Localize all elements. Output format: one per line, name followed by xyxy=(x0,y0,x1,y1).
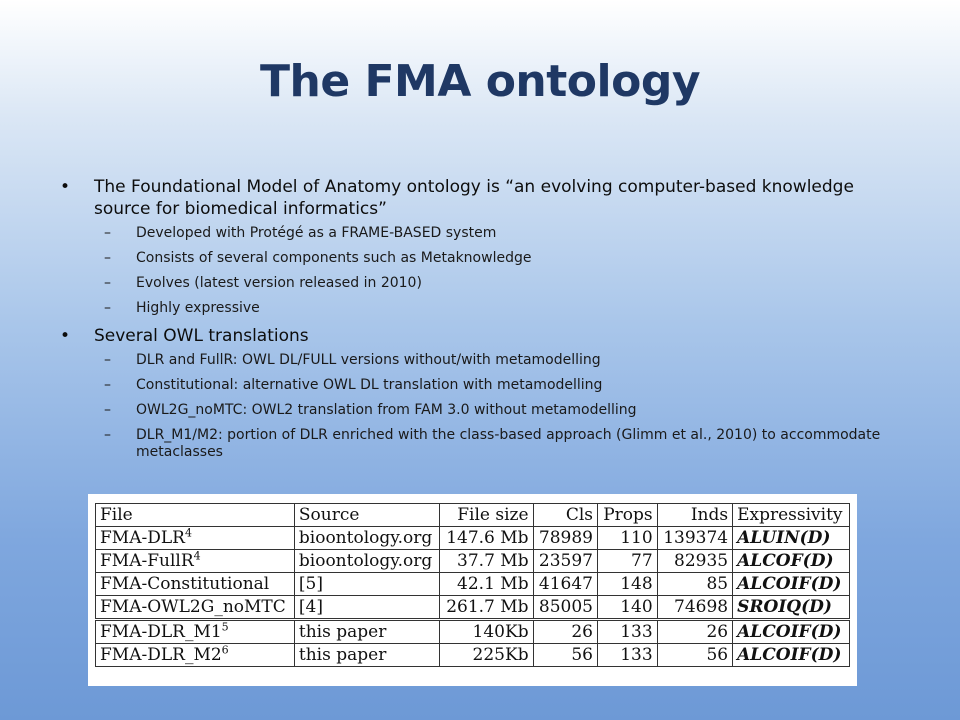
footnote-marker: 6 xyxy=(221,643,229,657)
table-row xyxy=(96,596,850,620)
bullet-owl-translations xyxy=(60,325,900,461)
dash-icon: – xyxy=(104,427,111,443)
table-row xyxy=(96,620,850,644)
cell-props xyxy=(598,527,658,550)
bullet-text: The Foundational Model of Anatomy ontology is “an evolving computer-based knowledge source for biomedical informatics” xyxy=(94,177,854,219)
cell-props xyxy=(598,573,658,596)
sub-bullet-text: Consists of several components such as Metaknowledge xyxy=(136,250,532,266)
sub-bullet-text: Constitutional: alternative OWL DL translation with metamodelling xyxy=(136,377,603,393)
cell-props-text: 133 xyxy=(620,622,653,642)
cell-cls xyxy=(533,644,597,667)
cell-inds xyxy=(657,596,732,620)
cell-file-text: FMA-OWL2G_noMTC xyxy=(100,597,286,617)
cell-props-text: 148 xyxy=(620,574,653,594)
cell-expressivity-text: SROIQ(D) xyxy=(737,597,832,617)
cell-file-size-text: 42.1 Mb xyxy=(457,574,529,594)
cell-source-text: [5] xyxy=(298,574,323,594)
sub-bullet xyxy=(94,300,900,317)
cell-inds-text: 26 xyxy=(706,622,729,642)
cell-inds xyxy=(657,527,732,550)
sub-bullet-text: Evolves (latest version released in 2010) xyxy=(136,275,422,291)
cell-file-size xyxy=(440,596,533,620)
cell-file-text: FMA-FullR xyxy=(100,551,194,571)
cell-file-size-text: 261.7 Mb xyxy=(446,597,529,617)
sub-bullet-text: Developed with Protégé as a FRAME-BASED system xyxy=(136,225,497,241)
cell-file-size-text: 225Kb xyxy=(472,645,529,665)
cell-inds-text: 85 xyxy=(706,574,729,594)
cell-cls xyxy=(533,550,597,573)
cell-expressivity xyxy=(733,573,850,596)
cell-props-text: 77 xyxy=(631,551,653,571)
cell-props xyxy=(598,644,658,667)
cell-expressivity-text: ALCOIF(D) xyxy=(737,645,842,665)
cell-inds xyxy=(657,573,732,596)
cell-file-size xyxy=(440,620,533,644)
cell-cls-text: 23597 xyxy=(538,551,593,571)
sub-bullet xyxy=(94,275,900,292)
header-source: Source xyxy=(294,504,439,527)
cell-props-text: 110 xyxy=(620,528,653,548)
cell-source-text: bioontology.org xyxy=(298,551,433,571)
cell-source xyxy=(294,550,439,573)
table-row xyxy=(96,644,850,667)
cell-expressivity xyxy=(733,596,850,620)
dash-icon: – xyxy=(104,225,111,241)
cell-file-size xyxy=(440,644,533,667)
sub-bullet-list xyxy=(94,225,900,317)
cell-file-text: FMA-DLR xyxy=(100,528,185,548)
cell-inds-text: 82935 xyxy=(674,551,729,571)
cell-source-text: bioontology.org xyxy=(298,528,433,548)
cell-file xyxy=(96,550,295,573)
cell-file xyxy=(96,573,295,596)
cell-inds xyxy=(657,550,732,573)
cell-cls-text: 41647 xyxy=(538,574,593,594)
table-row xyxy=(96,550,850,573)
cell-file xyxy=(96,644,295,667)
cell-cls-text: 85005 xyxy=(538,597,593,617)
dash-icon: – xyxy=(104,402,111,418)
sub-bullet xyxy=(94,250,900,267)
header-expressivity: Expressivity xyxy=(733,504,850,527)
header-props: Props xyxy=(598,504,658,527)
sub-bullet xyxy=(94,225,900,242)
cell-file-size-text: 140Kb xyxy=(472,622,529,642)
cell-cls xyxy=(533,596,597,620)
cell-file-size xyxy=(440,527,533,550)
dash-icon: – xyxy=(104,377,111,393)
sub-bullet-text: DLR and FullR: OWL DL/FULL versions without/with metamodelling xyxy=(136,352,601,368)
sub-bullet-text: Highly expressive xyxy=(136,300,260,316)
cell-cls-text: 26 xyxy=(571,622,593,642)
cell-source xyxy=(294,620,439,644)
sub-bullet-list xyxy=(94,352,900,461)
cell-expressivity xyxy=(733,550,850,573)
header-file-size: File size xyxy=(440,504,533,527)
cell-cls-text: 78989 xyxy=(538,528,593,548)
cell-inds xyxy=(657,620,732,644)
cell-props xyxy=(598,550,658,573)
cell-file-text: FMA-DLR_M2 xyxy=(100,645,222,665)
bullet-icon: • xyxy=(60,326,71,346)
sub-bullet xyxy=(94,427,900,461)
table-row xyxy=(96,573,850,596)
cell-expressivity-text: ALCOF(D) xyxy=(737,551,834,571)
footnote-marker: 4 xyxy=(184,526,192,540)
cell-inds-text: 139374 xyxy=(663,528,729,548)
cell-props xyxy=(598,596,658,620)
cell-expressivity xyxy=(733,527,850,550)
header-cls: Cls xyxy=(533,504,597,527)
cell-props-text: 140 xyxy=(620,597,653,617)
cell-expressivity xyxy=(733,620,850,644)
cell-file-size-text: 37.7 Mb xyxy=(457,551,529,571)
sub-bullet xyxy=(94,402,900,419)
table-header-row xyxy=(96,504,850,527)
cell-source-text: [4] xyxy=(298,597,323,617)
cell-file-text: FMA-DLR_M1 xyxy=(100,622,222,642)
cell-source xyxy=(294,527,439,550)
dash-icon: – xyxy=(104,275,111,291)
cell-cls xyxy=(533,620,597,644)
footnote-marker: 5 xyxy=(221,620,229,634)
sub-bullet xyxy=(94,377,900,394)
cell-expressivity-text: ALCOIF(D) xyxy=(737,622,842,642)
header-inds: Inds xyxy=(657,504,732,527)
cell-source xyxy=(294,644,439,667)
fma-versions-table xyxy=(95,503,850,667)
slide-title: The FMA ontology xyxy=(259,56,700,107)
sub-bullet-text: OWL2G_noMTC: OWL2 translation from FAM 3.0 without metamodelling xyxy=(136,402,637,418)
footnote-marker: 4 xyxy=(193,549,201,563)
cell-source-text: this paper xyxy=(298,622,387,642)
cell-file-size xyxy=(440,573,533,596)
cell-file xyxy=(96,527,295,550)
cell-cls-text: 56 xyxy=(571,645,593,665)
cell-file-size-text: 147.6 Mb xyxy=(446,528,529,548)
cell-file-size xyxy=(440,550,533,573)
table-row xyxy=(96,527,850,550)
cell-source xyxy=(294,573,439,596)
cell-expressivity xyxy=(733,644,850,667)
cell-expressivity-text: ALCOIF(D) xyxy=(737,574,842,594)
cell-file-text: FMA-Constitutional xyxy=(100,574,270,594)
cell-file xyxy=(96,596,295,620)
cell-source xyxy=(294,596,439,620)
cell-cls xyxy=(533,573,597,596)
dash-icon: – xyxy=(104,300,111,316)
cell-props xyxy=(598,620,658,644)
dash-icon: – xyxy=(104,250,111,266)
dash-icon: – xyxy=(104,352,111,368)
cell-source-text: this paper xyxy=(298,645,387,665)
cell-file xyxy=(96,620,295,644)
sub-bullet-text: DLR_M1/M2: portion of DLR enriched with the class-based approach (Glimm et al., 2010) to accommodate metaclasses xyxy=(136,427,881,460)
cell-cls xyxy=(533,527,597,550)
fma-versions-table-image xyxy=(88,494,857,686)
cell-inds xyxy=(657,644,732,667)
cell-inds-text: 56 xyxy=(706,645,729,665)
cell-props-text: 133 xyxy=(620,645,653,665)
header-file: File xyxy=(96,504,295,527)
bullet-list xyxy=(60,170,900,469)
bullet-text: Several OWL translations xyxy=(94,326,309,346)
cell-expressivity-text: ALUIN(D) xyxy=(737,528,831,548)
bullet-fma-definition xyxy=(60,176,900,317)
sub-bullet xyxy=(94,352,900,369)
bullet-icon: • xyxy=(60,177,71,197)
cell-inds-text: 74698 xyxy=(674,597,729,617)
